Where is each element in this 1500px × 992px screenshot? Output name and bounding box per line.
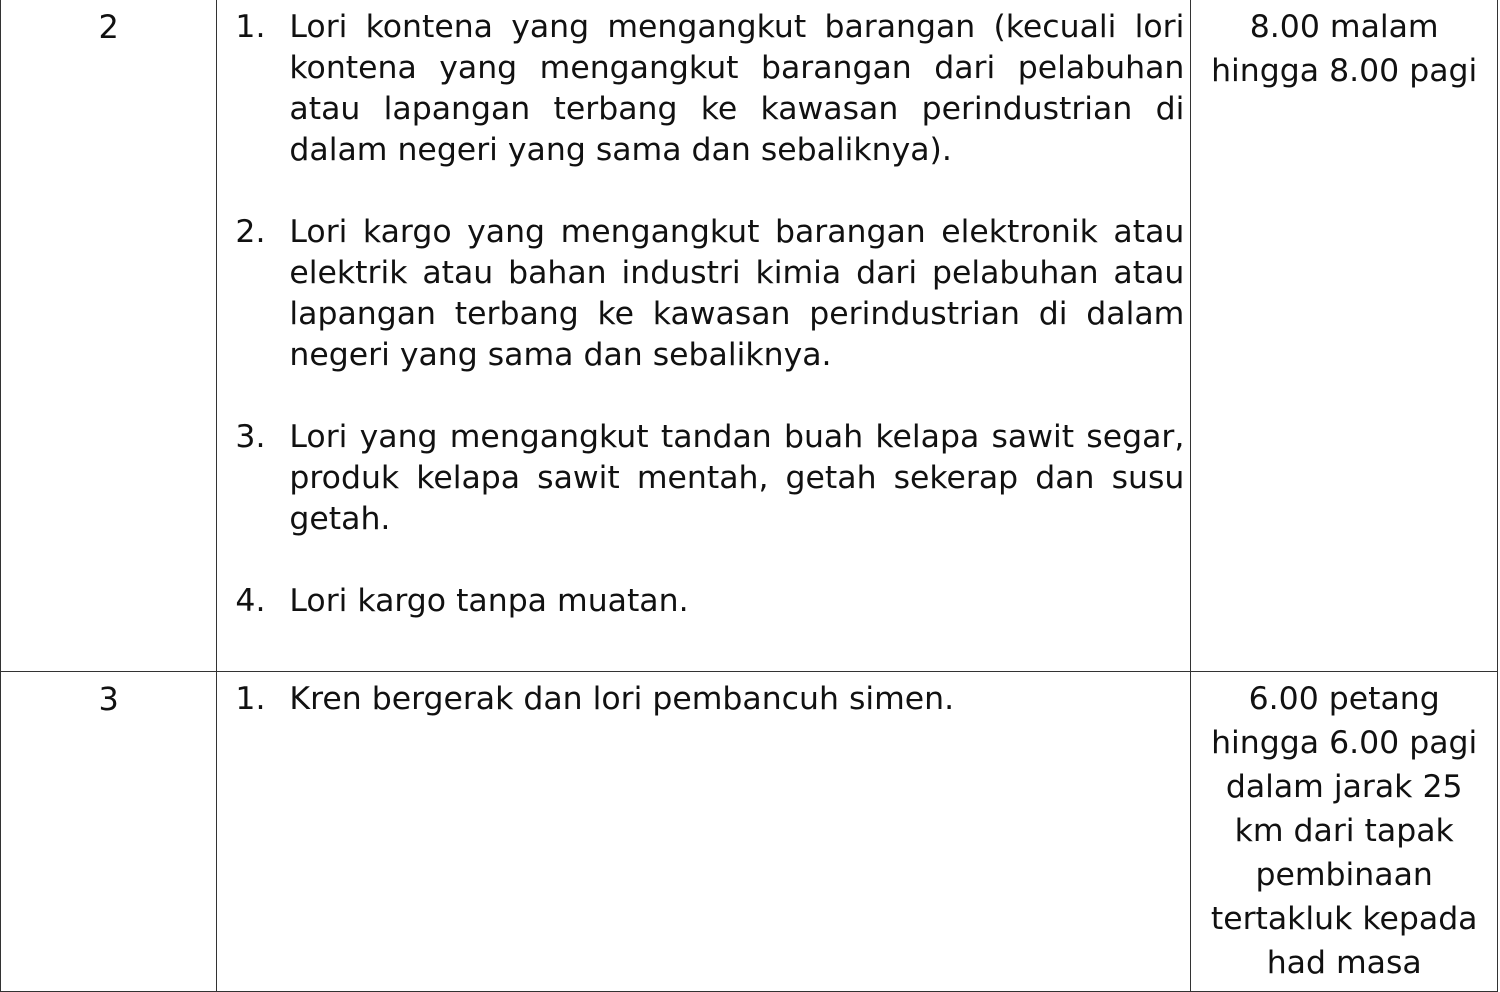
item-marker: 1. <box>235 9 266 45</box>
list-item <box>231 417 1184 540</box>
item-marker: 1. <box>235 681 266 717</box>
item-marker: 3. <box>235 419 266 455</box>
time-restriction: 8.00 malam hingga 8.00 pagi <box>1191 0 1498 672</box>
item-text: Lori kargo yang mengangkut barangan elektronik atau elektrik atau bahan industri kimia dari pelabuhan atau lapangan terbang ke kawasan perindustrian di dalam negeri yang sama dan sebaliknya. <box>289 214 1185 373</box>
row-number: 2 <box>1 0 217 672</box>
list-item <box>231 212 1184 376</box>
vehicle-description <box>217 672 1191 992</box>
table-row <box>1 672 1498 992</box>
time-restriction: 6.00 petang hingga 6.00 pagi dalam jarak 25 km dari tapak pembinaan tertakluk kepada had masa <box>1191 672 1498 992</box>
item-text: Lori yang mengangkut tandan buah kelapa sawit segar, produk kelapa sawit mentah, getah sekerap dan susu getah. <box>289 419 1185 537</box>
vehicle-description <box>217 0 1191 672</box>
list-item <box>231 581 1184 622</box>
row-number: 3 <box>1 672 217 992</box>
vehicle-list <box>231 679 1184 720</box>
item-marker: 2. <box>235 214 266 250</box>
item-marker: 4. <box>235 583 266 619</box>
item-text: Kren bergerak dan lori pembancuh simen. <box>289 681 955 717</box>
item-text: Lori kargo tanpa muatan. <box>289 583 689 619</box>
list-item <box>231 7 1184 171</box>
vehicle-list <box>231 7 1184 622</box>
list-item <box>231 679 1184 720</box>
item-text: Lori kontena yang mengangkut barangan (kecuali lori kontena yang mengangkut barangan dari pelabuhan atau lapangan terbang ke kawasan perindustrian di dalam negeri yang sama dan sebaliknya). <box>289 9 1185 168</box>
table-row <box>1 0 1498 672</box>
